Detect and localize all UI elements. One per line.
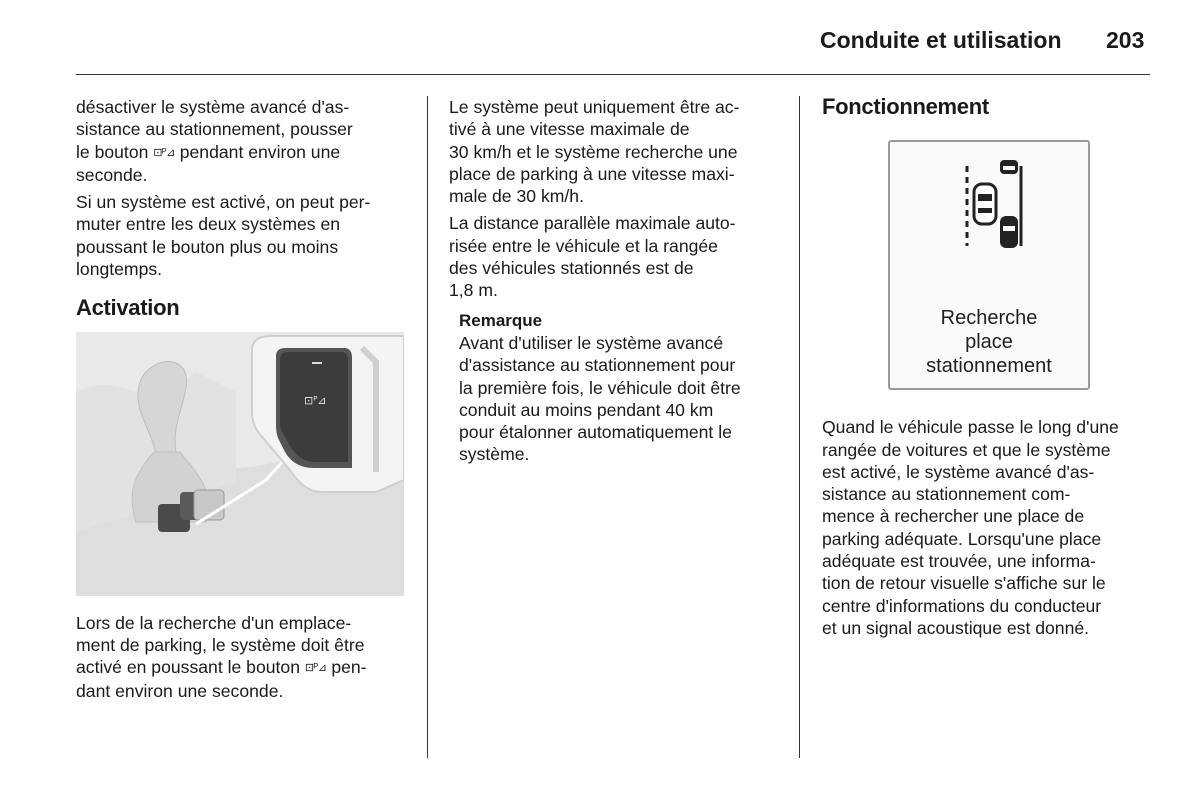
column-1	[76, 96, 406, 702]
text-line: centre d'informations du conducteur	[822, 595, 1102, 616]
text-line: est activé, le système avancé d'as-	[822, 461, 1095, 482]
text-line: parking adéquate. Lorsqu'une place	[822, 528, 1102, 549]
paragraph-distance	[449, 212, 779, 301]
text-line: d'assistance au stationnement pour	[459, 355, 736, 376]
column-divider-1	[427, 96, 428, 758]
text-line: ment de parking, le système doit être	[76, 634, 365, 655]
display-text-line: Recherche	[940, 307, 1038, 330]
text-line: dant environ une seconde.	[76, 680, 284, 701]
text-fragment: activé en poussant le bouton	[76, 657, 300, 678]
park-assist-button-icon: ⊡ᴾ⊿	[153, 146, 175, 159]
heading-activation: Activation	[76, 295, 180, 321]
text-line: poussant le bouton plus ou moins	[76, 236, 339, 257]
paragraph-speed	[449, 96, 779, 207]
park-assist-symbol-icon: ⊡ᴾ⊿	[304, 393, 327, 407]
text-line: 30 km/h et le système recherche une	[449, 141, 738, 162]
text-line: mence à rechercher une place de	[822, 506, 1085, 527]
page-number: 203	[1106, 27, 1145, 53]
parking-search-graphic	[890, 142, 1088, 262]
note-text	[459, 332, 779, 466]
text-line: Si un système est activé, on peut per-	[76, 192, 371, 213]
button-indicator-led	[312, 362, 322, 364]
text-line: conduit au moins pendant 40 km	[459, 399, 714, 420]
text-line: des véhicules stationnés est de	[449, 258, 694, 279]
text-line	[76, 656, 406, 679]
parked-car-icon	[1000, 160, 1018, 174]
note-block	[459, 310, 779, 466]
text-line: et un signal acoustique est donné.	[822, 617, 1090, 638]
paragraph-deactivate	[76, 96, 406, 186]
text-line: Avant d'utiliser le système avancé	[459, 332, 724, 353]
text-line: adéquate est trouvée, une informa-	[822, 551, 1096, 572]
display-text-line: place	[965, 331, 1013, 354]
text-line: la première fois, le véhicule doit être	[459, 377, 741, 398]
page-section-title: Conduite et utilisation	[820, 27, 1062, 53]
text-line	[76, 141, 406, 164]
note-title: Remarque	[459, 310, 543, 330]
text-line: désactiver le système avancé d'as-	[76, 97, 350, 117]
text-line: seconde.	[76, 164, 148, 185]
text-line: male de 30 km/h.	[449, 186, 584, 207]
magnified-button	[280, 352, 348, 462]
text-line: Lors de la recherche d'un emplace-	[76, 612, 352, 633]
text-line: muter entre les deux systèmes en	[76, 214, 341, 235]
text-line: La distance parallèle maximale auto-	[449, 213, 736, 234]
text-fragment: le bouton	[76, 141, 149, 162]
text-fragment: pendant environ une	[179, 141, 341, 162]
text-line: risée entre le véhicule et la rangée	[449, 235, 718, 256]
text-line: rangée de voitures et que le système	[822, 439, 1111, 460]
column-divider-2	[799, 96, 800, 758]
paragraph-operation	[822, 416, 1152, 639]
text-line: Quand le véhicule passe le long d'une	[822, 417, 1119, 438]
text-fragment: pen-	[331, 657, 367, 678]
text-line: tivé à une vitesse maximale de	[449, 119, 690, 140]
own-vehicle-icon	[974, 184, 996, 224]
text-line: place de parking à une vitesse maxi-	[449, 163, 735, 184]
text-line: 1,8 m.	[449, 280, 498, 301]
console-illustration	[76, 332, 404, 596]
park-assist-button-icon: ⊡ᴾ⊿	[304, 662, 327, 675]
heading-fonctionnement: Fonctionnement	[822, 94, 989, 119]
driver-info-display	[888, 140, 1090, 390]
parked-car-icon	[1000, 216, 1018, 248]
text-line: système.	[459, 444, 530, 465]
text-line: tion de retour visuelle s'affiche sur le	[822, 573, 1106, 594]
paragraph-switch	[76, 191, 406, 280]
text-line: sistance au stationnement, pousser	[76, 119, 353, 140]
text-line: Le système peut uniquement être ac-	[449, 97, 740, 117]
paragraph-activation	[76, 612, 406, 702]
display-text-line: stationnement	[926, 355, 1052, 378]
display-text	[890, 306, 1088, 378]
text-line: sistance au stationnement com-	[822, 484, 1071, 505]
text-line: pour étalonner automatiquement le	[459, 422, 732, 443]
column-2	[449, 96, 779, 466]
column-3	[822, 96, 1152, 639]
header-rule	[76, 74, 1150, 75]
text-line: longtemps.	[76, 259, 163, 280]
